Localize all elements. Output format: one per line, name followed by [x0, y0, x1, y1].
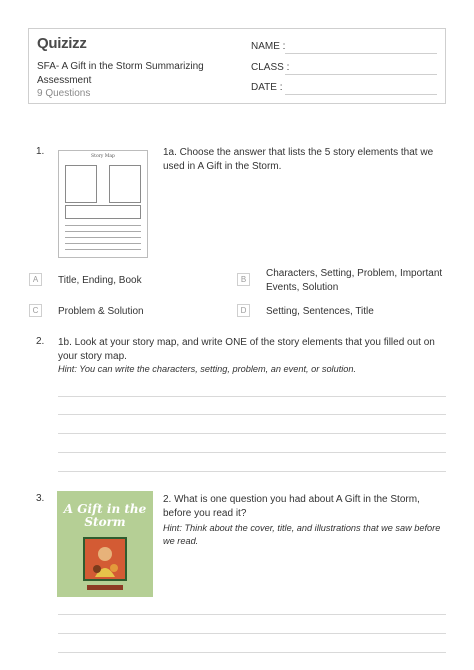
setting-box — [109, 165, 141, 203]
question-number: 2. — [36, 336, 45, 347]
option-b-box[interactable]: B — [237, 273, 250, 286]
date-label: DATE : — [251, 82, 283, 93]
event-line — [65, 237, 141, 238]
option-a-text[interactable]: Title, Ending, Book — [58, 275, 142, 286]
answer-line[interactable] — [58, 471, 446, 472]
book-cover-image — [57, 491, 153, 597]
name-label: NAME : — [251, 41, 286, 52]
answer-line[interactable] — [58, 633, 446, 634]
class-label: CLASS : — [251, 62, 290, 73]
question-hint: Hint: Think about the cover, title, and illustrations that we saw before we read. — [163, 523, 441, 546]
event-line — [65, 249, 141, 250]
option-b-text[interactable]: Characters, Setting, Problem, Important Events, Solution — [266, 268, 443, 293]
cover-illustration — [83, 537, 127, 581]
event-line — [65, 225, 141, 226]
answer-line[interactable] — [58, 614, 446, 615]
option-c-text[interactable]: Problem & Solution — [58, 306, 144, 317]
option-d-text[interactable]: Setting, Sentences, Title — [266, 306, 374, 317]
cover-border-strip — [87, 585, 123, 590]
date-field[interactable] — [285, 94, 437, 95]
name-field[interactable] — [285, 53, 437, 54]
question-text: 1a. Choose the answer that lists the 5 story elements that we used in A Gift in the Storm. — [163, 147, 434, 172]
event-line — [65, 231, 141, 232]
answer-line[interactable] — [58, 433, 446, 434]
answer-line[interactable] — [58, 414, 446, 415]
story-map-title: Story Map — [91, 154, 115, 159]
worksheet-title: SFA- A Gift in the Storm Summarizing Assessment — [37, 61, 204, 86]
question-count: 9 Questions — [37, 88, 91, 99]
logo-text: Quizizz — [37, 35, 87, 52]
option-a-box[interactable]: A — [29, 273, 42, 286]
book-cover-title: A Gift in the Storm — [63, 502, 147, 529]
answer-line[interactable] — [58, 396, 446, 397]
question-text: 2. What is one question you had about A Gift in the Storm, before you read it? — [163, 494, 420, 519]
answer-line[interactable] — [58, 652, 446, 653]
characters-box — [65, 165, 97, 203]
answer-line[interactable] — [58, 452, 446, 453]
problem-box — [65, 205, 141, 219]
question-number: 3. — [36, 493, 45, 504]
question-number: 1. — [36, 146, 45, 157]
option-c-box[interactable]: C — [29, 304, 42, 317]
cover-figure-art — [85, 539, 125, 579]
question-hint: Hint: You can write the characters, setting, problem, an event, or solution. — [58, 364, 357, 374]
class-field[interactable] — [285, 74, 437, 75]
question-text: 1b. Look at your story map, and write ONE of the story elements that you filled out on your story map. — [58, 337, 435, 362]
event-line — [65, 243, 141, 244]
option-d-box[interactable]: D — [237, 304, 250, 317]
worksheet-header — [28, 28, 446, 104]
story-map-image — [58, 150, 148, 258]
quizizz-logo — [37, 35, 87, 52]
